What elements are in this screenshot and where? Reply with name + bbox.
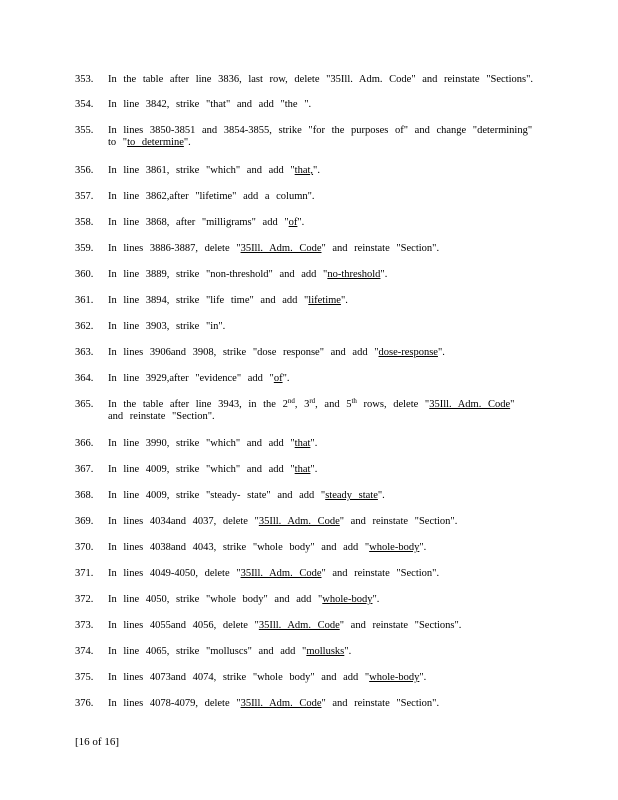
item-text: [108, 594, 533, 606]
item-text: [108, 347, 533, 359]
item-number: 358.: [75, 217, 94, 228]
item-text: [108, 99, 533, 111]
item-number: 356.: [75, 165, 94, 176]
inserted-text: of: [273, 373, 283, 384]
text-segment: " and reinstate "Section".: [108, 399, 515, 422]
text-segment: In lines 3850-3851 and 3854-3855, strike "for the purposes of" and change "determining" to ": [108, 125, 533, 148]
item-number: 360.: [75, 269, 94, 280]
item-text: [108, 620, 533, 632]
text-segment: In line 3842, strike "that" and add "the ".: [108, 99, 312, 110]
item-number: 376.: [75, 698, 94, 709]
inserted-text: 35Ill. Adm. Code: [240, 698, 322, 709]
text-segment: ".: [344, 646, 352, 657]
text-segment: " and reinstate "Section".: [339, 516, 458, 527]
text-segment: In lines 3886-3887, delete ": [108, 243, 241, 254]
item-number: 364.: [75, 373, 94, 384]
text-segment: In line 4050, strike "whole body" and add ": [108, 594, 323, 605]
text-segment: rows, delete ": [356, 399, 430, 410]
text-segment: In lines 4038and 4043, strike "whole body" and add ": [108, 542, 370, 553]
text-segment: ".: [372, 594, 380, 605]
text-segment: ".: [313, 165, 320, 176]
item-text: [108, 373, 533, 385]
text-segment: In lines 3906and 3908, strike "dose response" and add ": [108, 347, 379, 358]
text-segment: In lines 4073and 4074, strike "whole body" and add ": [108, 672, 370, 683]
ordinal-suffix: th: [351, 397, 357, 405]
text-segment: In line 4009, strike "which" and add ": [108, 464, 295, 475]
item-text: [108, 191, 533, 203]
item-text: [108, 217, 533, 229]
item-number: 372.: [75, 594, 94, 605]
text-segment: , 3: [294, 399, 310, 410]
text-segment: ".: [310, 464, 318, 475]
item-number: 368.: [75, 490, 94, 501]
text-segment: " and reinstate "Section".: [321, 568, 440, 579]
text-segment: In lines 4034and 4037, delete ": [108, 516, 259, 527]
item-text: [108, 438, 533, 450]
item-text: [108, 125, 533, 149]
text-segment: ".: [380, 269, 388, 280]
text-segment: In lines 4078-4079, delete ": [108, 698, 241, 709]
text-segment: ".: [310, 438, 318, 449]
inserted-text: 35Ill. Adm. Code: [240, 243, 322, 254]
ordinal-suffix: nd: [287, 397, 295, 405]
text-segment: " and reinstate "Section".: [321, 698, 440, 709]
text-segment: In line 3903, strike "in".: [108, 321, 226, 332]
item-number: 359.: [75, 243, 94, 254]
text-segment: ".: [377, 490, 385, 501]
page-footer: [16 of 16]: [75, 736, 119, 748]
inserted-text: no-threshold: [327, 269, 381, 280]
inserted-text: 35Ill. Adm. Code: [258, 620, 340, 631]
text-segment: In line 3929,after "evidence" add ": [108, 373, 274, 384]
inserted-text: dose-response: [378, 347, 438, 358]
text-segment: In lines 4055and 4056, delete ": [108, 620, 259, 631]
item-text: [108, 269, 533, 281]
item-number: 355.: [75, 125, 94, 136]
text-segment: In line 3894, strike "life time" and add ": [108, 295, 309, 306]
text-segment: ".: [282, 373, 290, 384]
inserted-text: whole-body: [369, 542, 420, 553]
inserted-text: 35Ill. Adm. Code: [258, 516, 340, 527]
inserted-text: that,: [294, 165, 314, 176]
item-text: [108, 295, 533, 307]
inserted-text: whole-body: [369, 672, 420, 683]
text-segment: ".: [297, 217, 305, 228]
inserted-text: of: [288, 217, 298, 228]
item-text: [108, 542, 533, 554]
item-text: [108, 568, 533, 580]
text-segment: ".: [183, 137, 191, 148]
item-number: 367.: [75, 464, 94, 475]
text-segment: " and reinstate "Sections".: [339, 620, 462, 631]
item-text: [108, 74, 533, 86]
item-text: [108, 399, 533, 423]
inserted-text: whole-body: [322, 594, 373, 605]
item-number: 362.: [75, 321, 94, 332]
item-number: 371.: [75, 568, 94, 579]
item-text: [108, 490, 533, 502]
text-segment: In line 3861, strike "which" and add ": [108, 165, 295, 176]
item-number: 361.: [75, 295, 94, 306]
text-segment: In line 3889, strike "non-threshold" and add ": [108, 269, 328, 280]
text-segment: In line 4009, strike "steady- state" and add ": [108, 490, 326, 501]
inserted-text: steady state: [325, 490, 378, 501]
text-segment: In line 3862,after "lifetime" add a column".: [108, 191, 315, 202]
item-text: [108, 672, 533, 684]
text-segment: ".: [437, 347, 445, 358]
ordinal-suffix: rd: [309, 397, 316, 405]
item-number: 374.: [75, 646, 94, 657]
item-number: 357.: [75, 191, 94, 202]
inserted-text: to determine: [127, 137, 184, 148]
text-segment: In line 4065, strike "molluscs" and add ": [108, 646, 307, 657]
item-text: [108, 321, 533, 333]
item-text: [108, 516, 533, 528]
text-segment: ".: [419, 542, 427, 553]
text-segment: ".: [340, 295, 348, 306]
item-text: [108, 646, 533, 658]
item-text: [108, 698, 533, 710]
item-number: 365.: [75, 399, 94, 410]
item-number: 369.: [75, 516, 94, 527]
text-segment: " and reinstate "Section".: [321, 243, 440, 254]
text-segment: In line 3990, strike "which" and add ": [108, 438, 295, 449]
inserted-text: 35Ill. Adm. Code: [429, 399, 511, 410]
item-text: [108, 165, 533, 177]
text-segment: , and 5: [315, 399, 352, 410]
inserted-text: that: [294, 464, 311, 475]
item-number: 354.: [75, 99, 94, 110]
inserted-text: lifetime: [308, 295, 341, 306]
text-segment: In the table after line 3943, in the 2: [108, 399, 288, 410]
text-segment: In the table after line 3836, last row, delete "35Ill. Adm. Code" and reinstate "Sections".: [108, 74, 533, 85]
item-number: 370.: [75, 542, 94, 553]
item-number: 366.: [75, 438, 94, 449]
item-number: 363.: [75, 347, 94, 358]
item-number: 375.: [75, 672, 94, 683]
inserted-text: 35Ill. Adm. Code: [240, 568, 322, 579]
text-segment: In lines 4049-4050, delete ": [108, 568, 241, 579]
inserted-text: that: [294, 438, 311, 449]
item-number: 373.: [75, 620, 94, 631]
item-text: [108, 464, 533, 476]
item-number: 353.: [75, 74, 94, 85]
inserted-text: mollusks: [306, 646, 345, 657]
text-segment: In line 3868, after "milligrams" add ": [108, 217, 289, 228]
text-segment: ".: [419, 672, 427, 683]
item-text: [108, 243, 533, 255]
